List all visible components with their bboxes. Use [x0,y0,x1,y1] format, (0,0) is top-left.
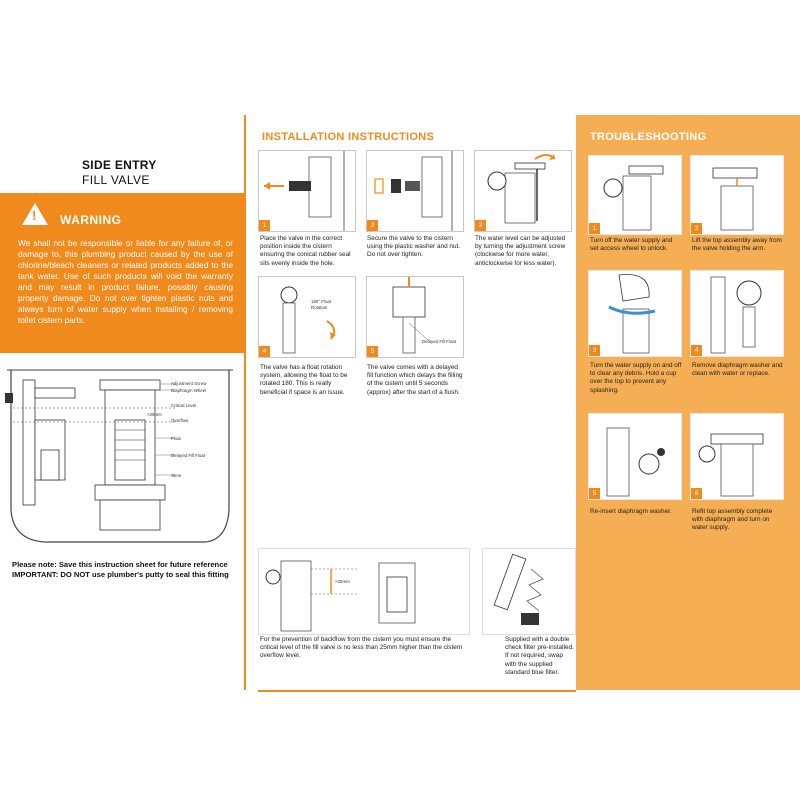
backflow-text: For the prevention of backflow from the cistern you must ensure the critical level of the fill valve is no less than 25mm higher than the cistern overflow level. [260,636,463,660]
trouble-step4-number: 4 [691,345,702,356]
trouble-step2-number: 2 [691,223,702,234]
product-subtitle: FILL VALVE [82,173,150,187]
bottom-rule [258,690,576,692]
install-step2-number: 2 [367,220,378,231]
warning-text: We shall not be responsible or liable for any failure of, or damage to, this plumbing product caused by the use of chlorine/bleach cleaners or related products added to the tank water. Use of such products will void the warranty and may result in product failure, possibly causing property damage. Do not over tighten plastic nuts and always turn of water supply when installing / removing toilet cistern parts. [18,238,233,325]
install-step5-text: The valve comes with a delayed fill function which delays the filling of the cistern until 5 seconds (approx) after the start of a flush. [367,364,463,396]
trouble-step5-text: Re-insert diaphragm washer. [590,508,672,515]
troubleshooting-title: TROUBLESHOOTING [590,131,707,143]
trouble-step3-image [588,270,682,357]
trouble-step4-text: Remove diaphragm washer and clean with water or replace. [692,362,783,378]
filter-image [482,548,576,635]
install-step1-image [258,150,356,232]
install-step2-text: Secure the valve to the cistern using the plastic washer and nut. Do not over tighten. [367,235,461,259]
install-step1-number: 1 [259,220,270,231]
install-step2-image [366,150,464,232]
trouble-step6-number: 6 [691,488,702,499]
step5-label-delayed-fill: Delayed Fill Float [422,339,456,344]
trouble-step5-number: 5 [589,488,600,499]
cistern-diagram [5,360,235,550]
install-step5-image [366,276,464,358]
label-stem: Stem [171,473,182,478]
trouble-step2-text: Lift the top assembly away from the valve holding the arm. [692,237,782,253]
warning-exclamation: ! [32,208,37,223]
warning-title: WARNING [60,213,122,227]
trouble-step5-image [588,413,682,500]
trouble-step4-image [690,270,784,357]
trouble-step3-text: Turn the water supply on and off to clear any debris. Hold a cup over the top to prevent any splashing. [590,362,682,394]
section-divider [244,115,246,690]
notes [12,560,242,580]
label-gt25mm: >25mm [147,412,162,417]
filter-text: Supplied with a double check filter pre-installed. If not required, swap with the supplied standard blue filter. [505,636,574,676]
step4-label-rotation: Rotation [311,305,328,310]
install-step3-number: 3 [475,220,486,231]
install-step4-text: The valve has a float rotation system, allowing the float to be rotated 180. This is really beneficial if space is an issue. [260,364,348,396]
label-overflow: Overflow [171,418,189,423]
trouble-step3-number: 3 [589,345,600,356]
install-step3-text: The water level can be adjusted by turning the adjustment screw (clockwise for more water, anticlockwise for less water). [475,235,566,267]
label-delayed-fill-float: Delayed Fill Float [171,453,205,458]
label-critical-level: Critical Level [171,403,197,408]
label-adjustment-screw: Adjustment Screw [171,381,207,386]
install-step3-image [474,150,572,232]
label-float: Float [171,436,181,441]
step4-label-float: 180° Float [311,299,332,304]
trouble-step2-image [690,155,784,235]
install-step4-image [258,276,356,358]
backflow-image [258,548,470,635]
backflow-label-25mm: >25mm [335,579,350,584]
install-step5-number: 5 [367,346,378,357]
install-step1-text: Place the valve in the correct position inside the cistern ensuring the conical rubber seal sits evenly inside the hole. [260,235,351,267]
installation-title: INSTALLATION INSTRUCTIONS [262,131,435,143]
product-title: SIDE ENTRY [82,158,157,172]
trouble-step1-text: Turn off the water supply and set access wheel to unlock. [590,237,673,253]
trouble-step6-image [690,413,784,500]
label-diaphragm-wheel: Diaphragm Wheel [171,388,207,393]
note-important: IMPORTANT: DO NOT use plumber's putty to seal this fitting [12,570,229,579]
note-save: Please note: Save this instruction sheet for future reference [12,560,228,569]
install-step4-number: 4 [259,346,270,357]
trouble-step1-number: 1 [589,223,600,234]
trouble-step6-text: Refit top assembly complete with diaphragm and turn on water supply. [692,508,773,532]
trouble-step1-image [588,155,682,235]
